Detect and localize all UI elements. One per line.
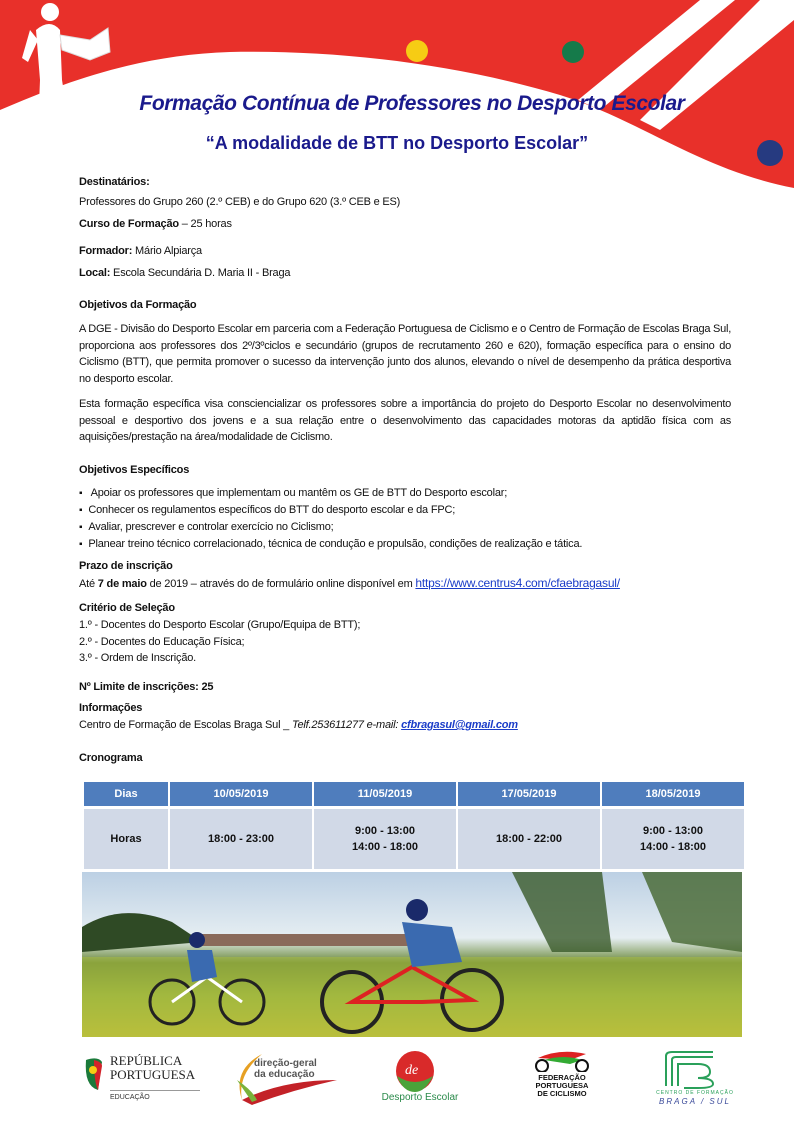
destinatarios-value: Professores do Grupo 260 (2.º CEB) e do Grupo 620 (3.º CEB e ES) — [79, 196, 401, 208]
curso-value: – 25 horas — [178, 218, 232, 230]
local-label: Local: — [79, 267, 111, 279]
table-row — [84, 806, 744, 869]
logo-text: Desporto Escolar — [381, 1092, 459, 1103]
green-dot-icon — [562, 41, 584, 63]
curso-label: Curso de Formação — [79, 218, 179, 230]
hours-cell — [314, 806, 456, 869]
logo-text: da educação — [254, 1069, 315, 1080]
cfbs-emblem-icon — [658, 1050, 718, 1090]
svg-text:de: de — [405, 1063, 419, 1078]
registration-link[interactable]: https://www.centrus4.com/cfaebragasul/ — [415, 576, 620, 590]
list-item: ▪ Avaliar, prescrever e controlar exercício no Ciclismo; — [79, 519, 582, 536]
header-cell-dias: Dias — [84, 782, 168, 806]
list-item: ▪ Apoiar os professores que implementam ou mantêm os GE de BTT do Desporto escolar; — [79, 485, 582, 502]
especificos-heading: Objetivos Específicos — [79, 464, 190, 476]
informacoes-line — [79, 719, 518, 732]
cyclists-illustration-icon — [82, 872, 742, 1037]
criterio-item: 2.º - Docentes do Educação Física; — [79, 636, 245, 648]
prazo-line — [79, 577, 620, 591]
hours-range: 18:00 - 22:00 — [495, 833, 563, 845]
informacoes-heading: Informações — [79, 702, 143, 714]
cfbs-logo — [650, 1050, 740, 1108]
header-cell-date: 11/05/2019 — [314, 782, 456, 806]
desporto-escolar-emblem-icon — [395, 1050, 435, 1092]
formador-label: Formador: — [79, 245, 133, 257]
logo-text: REPÚBLICA — [110, 1053, 183, 1068]
header-cell-date: 18/05/2019 — [602, 782, 744, 806]
page-subtitle: “A modalidade de BTT no Desporto Escolar” — [205, 133, 589, 153]
objetivos-paragraph-1: A DGE - Divisão do Desporto Escolar em parceria com a Federação Portuguesa de Ciclismo e o Centro de Formação de Escolas Braga Sul, proporciona aos professores dos 2º/3ºciclos e secundário (grupos de recrutamento 260 e 620), formação específica para o ensino do Ciclismo (BTT), que permita promover o sucesso da intervenção junto dos alunos, elevando o nível de desempenho da prática desportiva no desporto escolar. — [79, 323, 732, 385]
especificos-list — [79, 485, 582, 553]
cronograma-heading: Cronograma — [79, 752, 143, 764]
formador-line — [79, 245, 202, 258]
contact-phone: Telf.253611277 e-mail: — [291, 719, 402, 731]
local-value: Escola Secundária D. Maria II - Braga — [110, 267, 291, 279]
email-link[interactable]: cfbragasul@gmail.com — [401, 719, 518, 731]
criterio-item: 3.º - Ordem de Inscrição. — [79, 652, 197, 664]
criterio-heading-text: Critério de Seleção — [79, 602, 175, 614]
header-cell-date: 10/05/2019 — [170, 782, 312, 806]
logo-text: PORTUGUESA — [110, 1067, 196, 1082]
logo-text: EDUCAÇÃO — [110, 1090, 200, 1101]
objetivos-heading: Objetivos da Formação — [79, 299, 197, 311]
limite-inscricoes: Nº Limite de inscrições: 25 — [79, 681, 214, 693]
prazo-prefix: Até — [79, 578, 98, 590]
criterio-heading — [79, 602, 175, 615]
cyclists-photo — [82, 872, 742, 1037]
destinatarios-label: Destinatários: — [79, 176, 150, 188]
fpc-logo — [522, 1050, 602, 1105]
criterio-item: 1.º - Docentes do Desporto Escolar (Grupo/Equipa de BTT); — [79, 619, 361, 631]
list-item: ▪ Conhecer os regulamentos específicos do BTT do desporto escolar e da FPC; — [79, 502, 582, 519]
hours-range: 9:00 - 13:00 — [355, 825, 415, 837]
hours-range: 9:00 - 13:00 — [643, 825, 703, 837]
logo-text: direção-geral — [254, 1058, 317, 1069]
page-title: Formação Contínua de Professores no Desporto Escolar — [139, 92, 685, 115]
local-line — [79, 267, 290, 280]
yellow-dot-icon — [406, 40, 428, 62]
hours-cell — [602, 806, 744, 869]
header-cell-date: 17/05/2019 — [458, 782, 600, 806]
formador-value: Mário Alpiarça — [132, 245, 202, 257]
dge-logo — [232, 1050, 342, 1105]
hours-range: 14:00 - 18:00 — [351, 841, 419, 853]
curso-line — [79, 218, 232, 231]
prazo-date: 7 de maio — [97, 578, 147, 590]
informacoes-text: Centro de Formação de Escolas Braga Sul _ — [79, 719, 292, 731]
republica-portuguesa-logo — [82, 1052, 202, 1102]
table-header-row — [84, 782, 744, 806]
republica-emblem-icon — [82, 1056, 104, 1092]
logo-text: BRAGA / SUL — [659, 1097, 731, 1106]
logo-text: DE CICLISMO — [537, 1089, 587, 1098]
logo-text: FEDERAÇÃO — [538, 1073, 586, 1082]
cronograma-table — [82, 782, 746, 869]
cyclist-emblem-icon — [530, 1050, 594, 1072]
logo-text: CENTRO DE FORMAÇÃO — [656, 1090, 734, 1096]
hours-cell — [170, 806, 312, 869]
hours-range: 14:00 - 18:00 — [639, 841, 707, 853]
prazo-text: de 2019 – através do de formulário online disponível em — [146, 578, 416, 590]
list-item: ▪ Planear treino técnico correlacionado, técnica de condução e propulsão, condições de realização e tática. — [79, 536, 582, 553]
row-label-horas: Horas — [84, 806, 168, 869]
hours-range: 18:00 - 23:00 — [207, 833, 275, 845]
logo-text: PORTUGUESA — [535, 1081, 589, 1090]
hours-cell — [458, 806, 600, 869]
prazo-heading: Prazo de inscrição — [79, 560, 173, 572]
objetivos-paragraph-2: Esta formação específica visa consciencializar os professores sobre a importância do projeto do Desporto Escolar no desenvolvimento pessoal e desportivo dos jovens e a sua relação entre o desenvolvimento das capacidades motoras da aptidão física com as aquisições/prestação na área/modalidade de Ciclismo. — [79, 398, 731, 443]
desporto-escolar-logo — [370, 1050, 470, 1105]
